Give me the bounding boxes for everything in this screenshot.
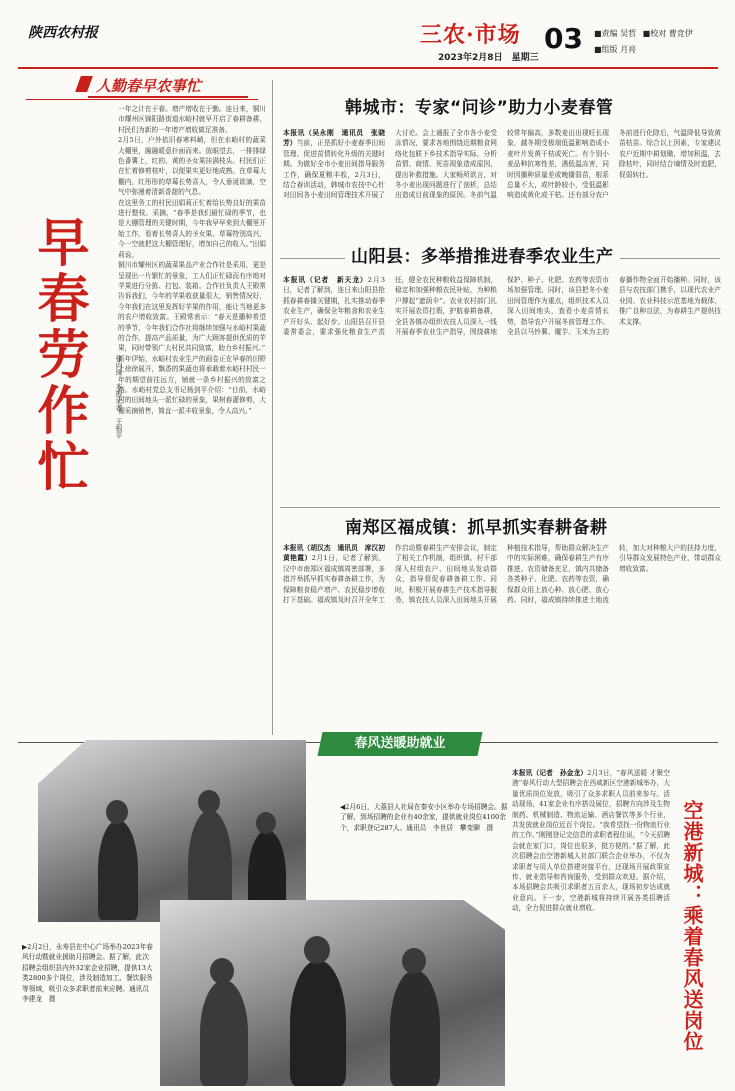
article-3-text (283, 543, 721, 605)
article-3-title: 南郑区福成镇：抓早抓实春耕备耕 (345, 518, 608, 538)
feature-body: 一年之计在于春。增产增收在于勤。连日来，铜川市耀州区锦阳路街道水峪村就早开启了春耕备耕，村民们为新的一年增产增收做足准备。 2月5日，户外依旧春寒料峭，但在水峪村的蔬菜大棚里，融融暖意扑面而来。放眼望去，一排排绿色番薯上，红的、黄的圣女果挂满枝头。村民们正在忙着修剪枝叶，以便果实更好地成熟。在草莓大棚内，红彤彤的草莓长势喜人，令人垂涎欲滴，空气中弥漫着清新香甜的气息。 在这里务工的村民田娟莉正忙着给长势良好的果苗进行整枝、采摘，“春季是我们最忙碌的季节，也是大棚管理的关键时期，今年我早早来到大棚里开始工作，看着长势喜人的圣女果、草莓特别高兴，今一空就把这大棚管理好，增加自己的收入。”田娟莉说。 铜川市耀州区的蔬菜果品产业合作社是采用，更是呈现出一片繁忙的景象，工人们正忙碌而有序地对苹果进行分拣、打包、装箱。合作社负责人王殿常告诉我们，今年的苹果收获量很大，销售情况好，今年我们在这里发挥好苹果的作用，能让当地更多的农户增收致富。王殿常表示：“春天是播种希望的季节，今年我们合作社将继续加强与水峪村果蔬的合作，提高产品质量，为广大顾客提供优质的苹果，同时带领广大村民共同致富，助力乡村振兴。” 新年伊始，水峪村农业生产的画卷正在早春的田野上徐徐展开，飘香的果蔬也将承载着水峪村村民一年的期望前往远方，铺就一条乡村振兴的致富之路。水峪村党总支书记杨剑平介绍：“目前，水峪村的田间地头一派忙碌的景象，果树春灌修剪，大棚采摘销售，简直一派丰收景象，令人高兴。” (118, 105, 266, 415)
employment-byline: 本报讯（记者 孙金龙） (512, 769, 588, 777)
staff-line-2: ■组版 月亮 (594, 45, 637, 54)
proofreader-label: ■校对 曹竞伊 (642, 29, 693, 38)
page-number: 03 (544, 22, 583, 55)
photo-2-caption: ▶2月2日，永寿县在中心广场举办2023年春风行动暨就业援助月招聘会。据了解，此次招聘会组织县内外32家企业招聘，提供13大类2800多个岗位，涉及制造加工、餐饮服务等领域，吸引众多求职者前来应聘。通讯员 李建龙 摄 (22, 943, 156, 1004)
employment-banner (317, 732, 482, 756)
employment-body (512, 768, 670, 1068)
employment-content: 2月3日，“春风送暖 才聚空港”春风行动大型招聘会在西咸新区空港新城举办，大量优质岗位发放，吸引了众多求职人员前来参与。活动现场，41家企业有序搭设展位，招聘方向涉及生物制药、机械制造、物流运输、酒店餐饮等多个行业，共发放就业岗位近百个岗位。“我希望找一份物流行业的工作。”刚刚登记完信息的求职者程佳说，“今天招聘会就在家门口，岗位也很多，挺方便的。”据了解，此次招聘会由空港新城人社部门联合企业举办，不仅为求职者与用人单位搭建对接平台，还现场开展政策宣传、就业指导和咨询服务，受到群众欢迎。据介绍，本场招聘会共吸引求职者五百余人，现场初步达成就业意向。下一步，空港新城将持续开展各类招聘活动，全力促进群众就业增收。 (512, 769, 670, 913)
article-1-text (283, 128, 721, 201)
article-3-content: 2月1日，记者了解到，汉中市南郑区福成镇周密部署，多措并举抓早抓实春耕备耕工作，为保障粮食稳产增产、农民稳步增收打下基础。福成镇及时召开全年工作启动暨春耕生产安排会议，制定了相关工作机制，组织镇、村干部深入村组农户、田间地头发动群众，指导督促春耕备耕工作。同时，积极开展春耕生产技术指导服务，镇农技人员深入田间地头开展种植技术指导，帮助群众解决生产中的实际困难，确保春耕生产有序推进。农资储备充足，镇内共储备各类种子、化肥、农药等农资，确保群众用上放心种、放心肥、放心药。同时，福成镇持续推进土地流转，加大对种粮大户的扶持力度，引导群众发展特色产业，带动群众增收致富。 (283, 544, 721, 605)
article-1-byline: 本报讯（吴永刚 通讯员 张晓芳） (283, 129, 385, 148)
banner-text: 人勤春早农事忙 (96, 77, 202, 95)
banner-tab (75, 76, 93, 92)
article-2-text (283, 275, 721, 337)
photo-1-caption: ◀2月6日，大荔县人社局在秦安小区举办专场招聘会。据了解，到场招聘的企业有40余家，提供就业岗位4100余个，求职登记287人。通讯员 李世居 攀变聊 摄 (340, 803, 508, 832)
employment-vertical-title: 空港新城：乘着春风送岗位 (680, 800, 704, 1052)
masthead-logo: 陕西农村报 (28, 25, 98, 41)
feature-byline: 张向珠 本报记者 王根平 (115, 355, 123, 439)
photo-1 (38, 740, 306, 922)
article-2-divider (280, 507, 720, 508)
staff-line-1 (594, 28, 693, 39)
article-3-body (283, 543, 721, 723)
column-banner (88, 74, 248, 98)
section-title: 三农·市场 (420, 22, 521, 48)
employment-text (512, 768, 670, 1068)
article-2-byline: 本报讯（记者 新天龙） (283, 276, 368, 284)
article-2-title: 山阳县：多举措推进春季农业生产 (345, 242, 620, 267)
masthead-rule (18, 67, 718, 69)
article-2-body (283, 275, 721, 503)
article-3-byline: 本报讯（胡汉杰 通讯员 席汉初 黄艳霞） (283, 544, 392, 563)
feature-vertical-title: 早春劳作忙 (28, 215, 88, 495)
editor-label: ■责编 吴哲 (594, 29, 637, 38)
employment-banner-text: 春风送暖助就业 (354, 736, 446, 751)
article-1-body (283, 128, 721, 253)
article-1-content: 当前，正是抓好小麦春季田间管理、促进苗情转化升级的关键时期。为做好全市小麦田间指导服务工作，确保夏粮丰收，2月3日，结合春训活动，韩城市农技中心针对田间各小麦田间管理技术开展了大讨论。会上通报了全市各小麦受冻情况，要求各地围绕近期粮食网络化包联下乡技术指导实际，分析苗情、商情、死苗现象造成原因，提出补救措施。大家畅所欲言，对冬小麦出现问题进行了剖析，总结出造成目前现象的原因。冬前气温较常年偏高，多数麦田出现旺长现象，越冬期受极端低温影响造成小麦叶片发黄干枯或死亡。有个别小麦品种抗寒性差，遇低温冻害，同时因播种质量差或晚播弱苗，根系总量不大，或叶龄较小，受低温影响造成黄化或干枯。还有部分农户冬前进行化除后，气温降低导致黄苗枯苗。综合以上因素，专家建议农户近期中耕划锄，增加积温，去除枯叶，同时结合墒情及时追肥，促弱转壮。 (283, 129, 721, 200)
column-banner-underline (26, 99, 258, 100)
article-1-title: 韩城市：专家“问诊”助力小麦春管 (345, 98, 614, 118)
article-2-content: 2月3日，记者了解到，连日来山阳县抢抓春耕春播关键期，扎实推动春季农业生产，确保全年粮食和农业生产开好头、起好步。山阳县召开县委常委会，要求强化粮食生产责任，健全农民种粮收益保障机制，稳定和加强种粮农民补贴，为种粮户撑起“遮荫伞”。农业农村部门扎实开展农资打假，护航春耕备耕，全县各镇办组织农技人员深入一线开展春季农业生产指导，围绕耕地保护、种子、化肥、农药等农资市场加强管理。同时，该县把冬小麦田间管理作为重点，组织技术人员深入田间地头，查看小麦苗情长势，指导农户开展冬前管理工作。全县以马铃薯、魔芋、玉米为主的春播作物全面开始播种。同时，该县与农技部门携手，以现代农业产业园、农业科技示范基地为载体，推广良种良法，为春耕生产提供技术支撑。 (283, 276, 721, 337)
issue-date: 2023年2月8日 星期三 (438, 53, 539, 63)
photo-2 (160, 900, 505, 1086)
column-divider (272, 80, 273, 735)
